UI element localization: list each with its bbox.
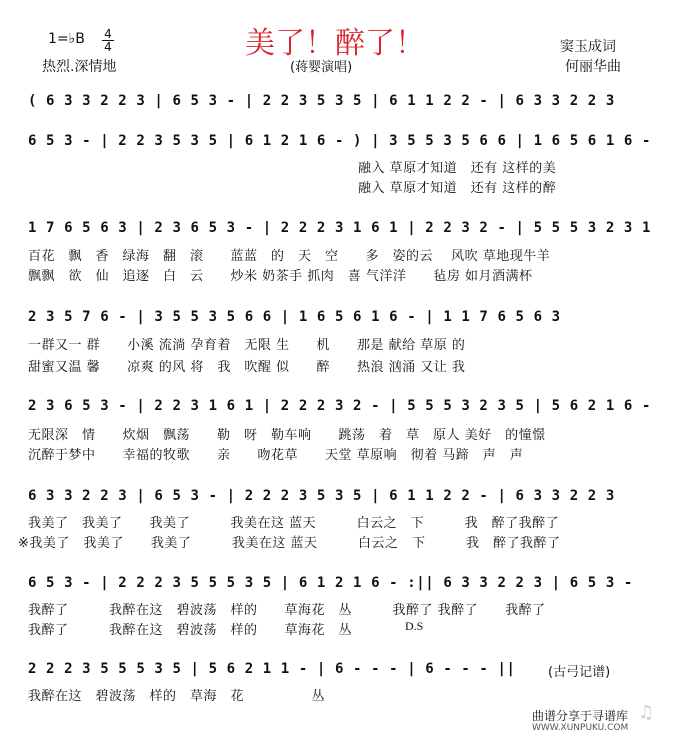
singer-credit: (蒋婴演唱) <box>290 60 353 75</box>
notation-line: 6 5 3 - | 2 2 3 5 3 5 | 6 1 2 1 6 - ) | 3 5 5 3 5 6 6 | 1 6 5 6 1 6 - <box>28 133 651 149</box>
watermark-site-url: WWW.XUNPUKU.COM <box>532 723 629 733</box>
notation-line: 2 3 6 5 3 - | 2 2 3 1 6 1 | 2 2 2 3 2 - | 5 5 5 3 2 3 5 | 5 6 2 1 6 - <box>28 398 651 414</box>
lyric-verse-2: 沉醉于梦中 幸福的牧歌 亲 吻花草 天堂 草原响 彻着 马蹄 声 声 <box>28 448 524 463</box>
lyric-verse-1: 我醉在这 碧波荡 样的 草海 花 丛 <box>28 689 326 704</box>
notation-line: ( 6 3 3 2 2 3 | 6 5 3 - | 2 2 3 5 3 5 | 6 1 1 2 2 - | 6 3 3 2 2 3 <box>28 93 615 109</box>
notation-line: 2 3 5 7 6 - | 3 5 5 3 5 6 6 | 1 6 5 6 1 6 - | 1 1 7 6 5 6 3 <box>28 309 561 325</box>
tempo-marking: 热烈.深情地 <box>42 59 117 75</box>
watermark-site-name: 曲谱分享于寻谱库 <box>532 709 629 723</box>
lyric-verse-1: 一群又一 群 小溪 流淌 孕育着 无限 生 机 那是 献给 草原 的 <box>28 338 466 353</box>
transcriber-credit: (古弓记谱) <box>548 665 611 680</box>
lyricist-credit: 窦玉成词 <box>560 39 616 55</box>
notation-line: 6 3 3 2 2 3 | 6 5 3 - | 2 2 2 3 5 3 5 | 6 1 1 2 2 - | 6 3 3 2 2 3 <box>28 488 615 504</box>
time-top: 4 <box>104 27 112 41</box>
lyric-verse-2: ※我美了 我美了 我美了 我美在这 蓝天 白云之 下 我 醉了我醉了 <box>18 536 561 551</box>
lyric-verse-1: 我醉了 我醉在这 碧波荡 样的 草海花 丛 我醉了 我醉了 我醉了 <box>28 603 546 618</box>
lyric-verse-2: 我醉了 我醉在这 碧波荡 样的 草海花 丛 <box>28 623 353 638</box>
notation-line: 6 5 3 - | 2 2 2 3 5 5 5 3 5 | 6 1 2 1 6 - :|| 6 3 3 2 2 3 | 6 5 3 - <box>28 575 633 591</box>
song-title: 美了！醉了！ <box>245 26 425 61</box>
key-signature: 1=♭B <box>48 31 85 47</box>
time-signature <box>102 28 114 53</box>
notation-line: 1 7 6 5 6 3 | 2 3 6 5 3 - | 2 2 2 3 1 6 1 | 2 2 3 2 - | 5 5 5 3 2 3 1 <box>28 220 651 236</box>
lyric-verse-2: 甜蜜又温 馨 凉爽 的风 将 我 吹醒 似 醉 热浪 汹涌 又让 我 <box>28 360 466 375</box>
lyric-verse-1: 融入 草原才知道 还有 这样的美 <box>358 161 557 176</box>
time-bottom: 4 <box>102 40 114 53</box>
composer-credit: 何丽华曲 <box>565 59 621 75</box>
lyric-verse-2: 融入 草原才知道 还有 这样的醉 <box>358 181 557 196</box>
lyric-verse-1: 我美了 我美了 我美了 我美在这 蓝天 白云之 下 我 醉了我醉了 <box>28 516 560 531</box>
dal-segno-mark: D.S <box>405 619 424 633</box>
lyric-verse-1: 百花 飘 香 绿海 翻 滚 蓝蓝 的 天 空 多 姿的云 风吹 草地现牛羊 <box>28 249 551 264</box>
notation-line: 2 2 2 3 5 5 5 3 5 | 5 6 2 1 1 - | 6 - - - | 6 - - - || <box>28 661 516 677</box>
lyric-verse-1: 无限深 情 炊烟 飘荡 勒 呀 勒车响 跳荡 着 草 原人 美好 的憧憬 <box>28 428 546 443</box>
lyric-verse-2: 飘飘 欲 仙 追逐 白 云 炒米 奶茶手 抓肉 喜 气洋洋 毡房 如月酒满杯 <box>28 269 533 284</box>
watermark-logo-icon: ♫ <box>638 702 655 723</box>
